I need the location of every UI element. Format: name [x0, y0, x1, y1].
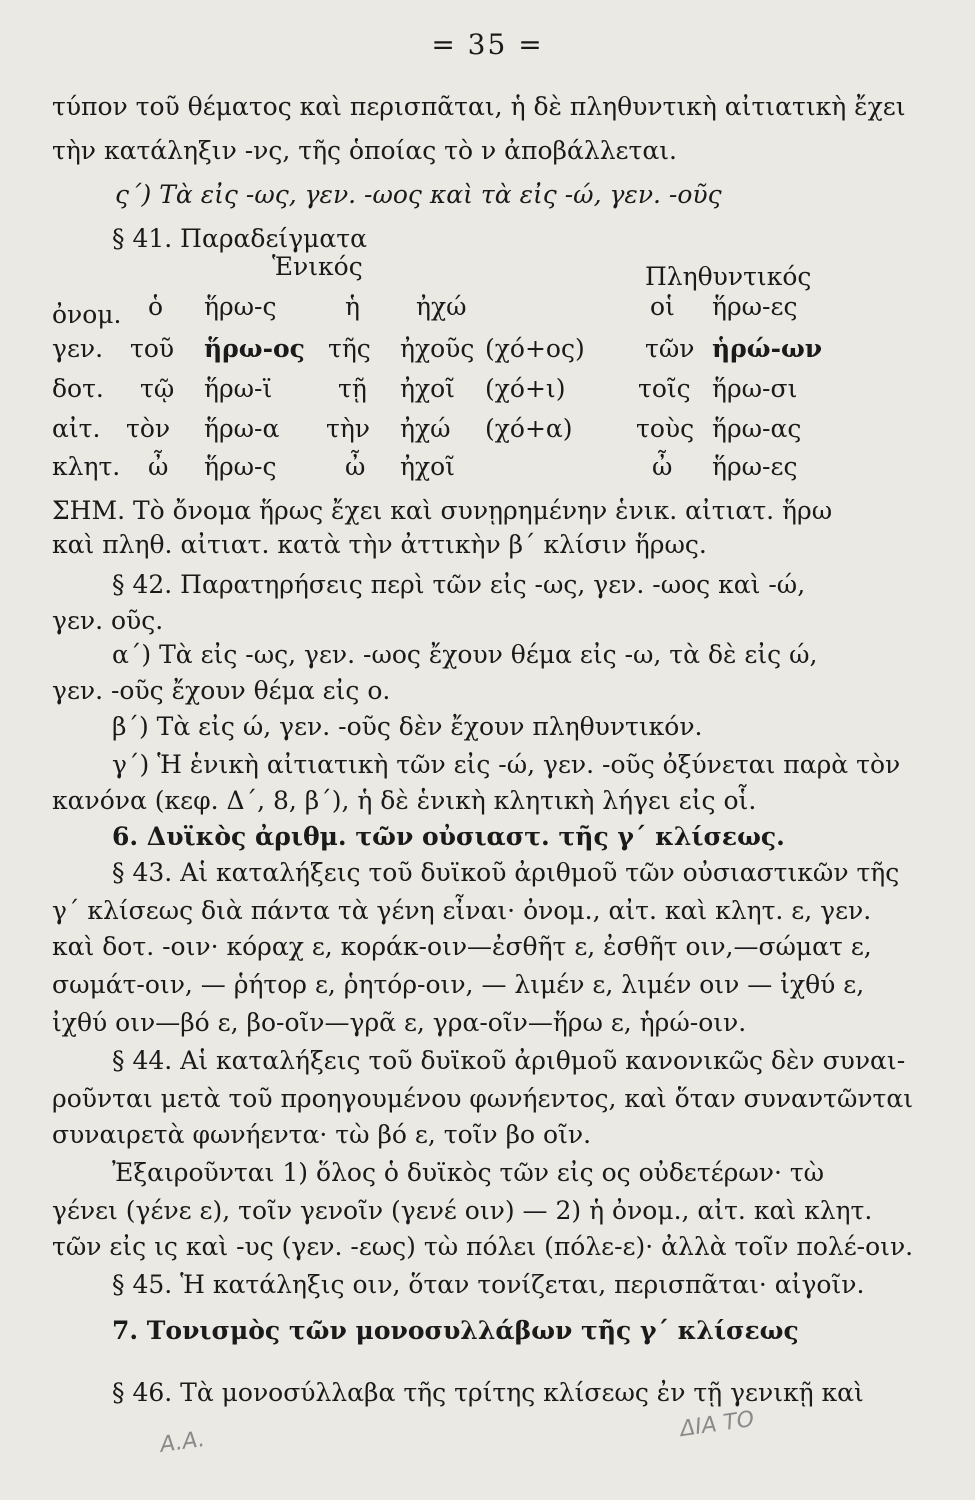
- case-label: ὀνομ.: [52, 300, 122, 329]
- heading-6: 6. Δυϊκὸς ἀριθμ. τῶν οὐσιαστ. τῆς γ΄ κλίσεως.: [112, 822, 785, 851]
- rule-a-line-2: γεν. -οῦς ἔχουν θέμα εἰς ο.: [52, 676, 391, 705]
- subheading: ς΄) Τὰ εἰς -ως, γεν. -ωος καὶ τὰ εἰς -ώ, γεν. -οῦς: [115, 180, 722, 209]
- noun-form: ἥρω-ος: [204, 334, 305, 363]
- section-43-line-5: ἰχθύ οιν—βό ε, βο-οῖν—γρᾶ ε, γρα-οῖν—ἥρω ε, ἡρώ-οιν.: [52, 1008, 747, 1037]
- section-43-line-4: σωμάτ-οιν, — ῥήτορ ε, ῥητόρ-οιν, — λιμέν ε, λιμέν οιν — ἰχθύ ε,: [52, 970, 865, 999]
- noun-form: ἥρω-ες: [712, 292, 798, 321]
- article: τῷ: [140, 374, 175, 403]
- exceptions-line-1: Ἐξαιροῦνται 1) ὅλος ὁ δυϊκὸς τῶν εἰς ος οὐδετέρων· τὼ: [112, 1158, 825, 1187]
- handwritten-note: A.A.: [158, 1426, 207, 1459]
- section-43-line-2: γ΄ κλίσεως διὰ πάντα τὰ γένη εἶναι· ὀνομ., αἰτ. καὶ κλητ. ε, γεν.: [52, 896, 872, 925]
- rule-a-line-1: α΄) Τὰ εἰς -ως, γεν. -ωος ἔχουν θέμα εἰς -ω, τὰ δὲ εἰς ώ,: [112, 640, 818, 669]
- exceptions-line-3: τῶν εἰς ις καὶ -υς (γεν. -εως) τὼ πόλει (πόλε-ε)· ἀλλὰ τοῖν πολέ-οιν.: [52, 1232, 914, 1261]
- section-43-line-3: καὶ δοτ. -οιν· κόραχ ε, κοράκ-οιν—ἐσθῆτ ε, ἐσθῆτ οιν,—σώματ ε,: [52, 932, 872, 961]
- page-number: = 35 =: [431, 28, 544, 61]
- noun-form: ἠχώ: [416, 292, 467, 321]
- article: ὦ: [345, 452, 366, 481]
- handwritten-note: ΔΙΑ ΤΟ: [678, 1406, 756, 1443]
- section-42-line-2: γεν. οῦς.: [52, 606, 164, 635]
- note-line-1: ΣΗΜ. Τὸ ὄνομα ἥρως ἔχει καὶ συνῃρημένην ἑνικ. αἰτιατ. ἥρω: [52, 496, 833, 525]
- section-44-line-3: συναιρετὰ φωνήεντα· τὼ βό ε, τοῖν βο οῖν.: [52, 1120, 592, 1149]
- heading-7: 7. Τονισμὸς τῶν μονοσυλλάβων τῆς γ΄ κλίσεως: [112, 1316, 799, 1345]
- case-label: κλητ.: [52, 452, 121, 481]
- singular-header: Ἑνικός: [272, 252, 363, 281]
- article: οἱ: [650, 292, 675, 321]
- section-41-heading: § 41. Παραδείγματα: [112, 224, 368, 253]
- article: ὁ: [148, 292, 164, 321]
- noun-form: ἥρω-α: [204, 414, 280, 443]
- rule-g-line-1: γ΄) Ἡ ἑνικὴ αἰτιατικὴ τῶν εἰς -ώ, γεν. -οῦς ὀξύνεται παρὰ τὸν: [112, 750, 901, 779]
- rule-g-line-2: κανόνα (κεφ. Δ΄, 8, β΄), ἡ δὲ ἑνικὴ κλητικὴ λήγει εἰς οἷ.: [52, 786, 757, 815]
- case-label: δοτ.: [52, 374, 104, 403]
- article: τὸν: [126, 414, 171, 443]
- noun-form: ἥρω-σι: [712, 374, 798, 403]
- noun-form: ἡρώ-ων: [712, 334, 823, 363]
- section-42-line-1: § 42. Παρατηρήσεις περὶ τῶν εἰς -ως, γεν. -ωος καὶ -ώ,: [112, 570, 806, 599]
- article: ἡ: [345, 292, 360, 321]
- article: ὦ: [652, 452, 673, 481]
- section-46-line: § 46. Τὰ μονοσύλλαβα τῆς τρίτης κλίσεως ἐν τῇ γενικῇ καὶ: [112, 1378, 864, 1407]
- contraction-note: (χό+α): [485, 414, 573, 443]
- article: ὦ: [148, 452, 169, 481]
- article: τῶν: [645, 334, 695, 363]
- section-44-line-2: ροῦνται μετὰ τοῦ προηγουμένου φωνήεντος, καὶ ὅταν συναντῶνται: [52, 1084, 914, 1113]
- section-43-line-1: § 43. Αἱ καταλήξεις τοῦ δυϊκοῦ ἀριθμοῦ τῶν οὐσιαστικῶν τῆς: [112, 858, 900, 887]
- section-44-line-1: § 44. Αἱ καταλήξεις τοῦ δυϊκοῦ ἀριθμοῦ κανονικῶς δὲν συναι-: [112, 1046, 906, 1075]
- intro-line-1: τύπον τοῦ θέματος καὶ περισπᾶται, ἡ δὲ πληθυντικὴ αἰτιατικὴ ἔχει: [52, 92, 906, 121]
- article: τῇ: [338, 374, 367, 403]
- article: τὴν: [326, 414, 371, 443]
- noun-form: ἠχοῖ: [400, 452, 455, 481]
- noun-form: ἥρω-ες: [712, 452, 798, 481]
- contraction-note: (χό+ος): [485, 334, 585, 363]
- article: τῆς: [328, 334, 371, 363]
- case-label: αἰτ.: [52, 414, 101, 443]
- exceptions-line-2: γένει (γένε ε), τοῖν γενοῖν (γενέ οιν) — 2) ἡ ὀνομ., αἰτ. καὶ κλητ.: [52, 1196, 873, 1225]
- noun-form: ἥρω-ς: [204, 452, 277, 481]
- article: τοὺς: [636, 414, 695, 443]
- article: τοῖς: [638, 374, 691, 403]
- noun-form: ἠχώ: [400, 414, 451, 443]
- case-label: γεν.: [52, 334, 104, 363]
- section-45-line: § 45. Ἡ κατάληξις οιν, ὅταν τονίζεται, περισπᾶται· αἰγοῖν.: [112, 1270, 865, 1299]
- noun-form: ἥρω-ς: [204, 292, 277, 321]
- noun-form: ἠχοῦς: [400, 334, 475, 363]
- plural-header: Πληθυντικός: [645, 262, 812, 291]
- noun-form: ἥρω-ϊ: [204, 374, 273, 403]
- noun-form: ἥρω-ας: [712, 414, 802, 443]
- rule-b-line: β΄) Τὰ εἰς ώ, γεν. -οῦς δὲν ἔχουν πληθυντικόν.: [112, 712, 703, 741]
- intro-line-2: τὴν κατάληξιν -νς, τῆς ὁποίας τὸ ν ἀποβάλλεται.: [52, 136, 677, 165]
- contraction-note: (χό+ι): [485, 374, 566, 403]
- article: τοῦ: [130, 334, 175, 363]
- noun-form: ἠχοῖ: [400, 374, 455, 403]
- note-line-2: καὶ πληθ. αἰτιατ. κατὰ τὴν ἀττικὴν β΄ κλίσιν ἥρως.: [52, 530, 707, 559]
